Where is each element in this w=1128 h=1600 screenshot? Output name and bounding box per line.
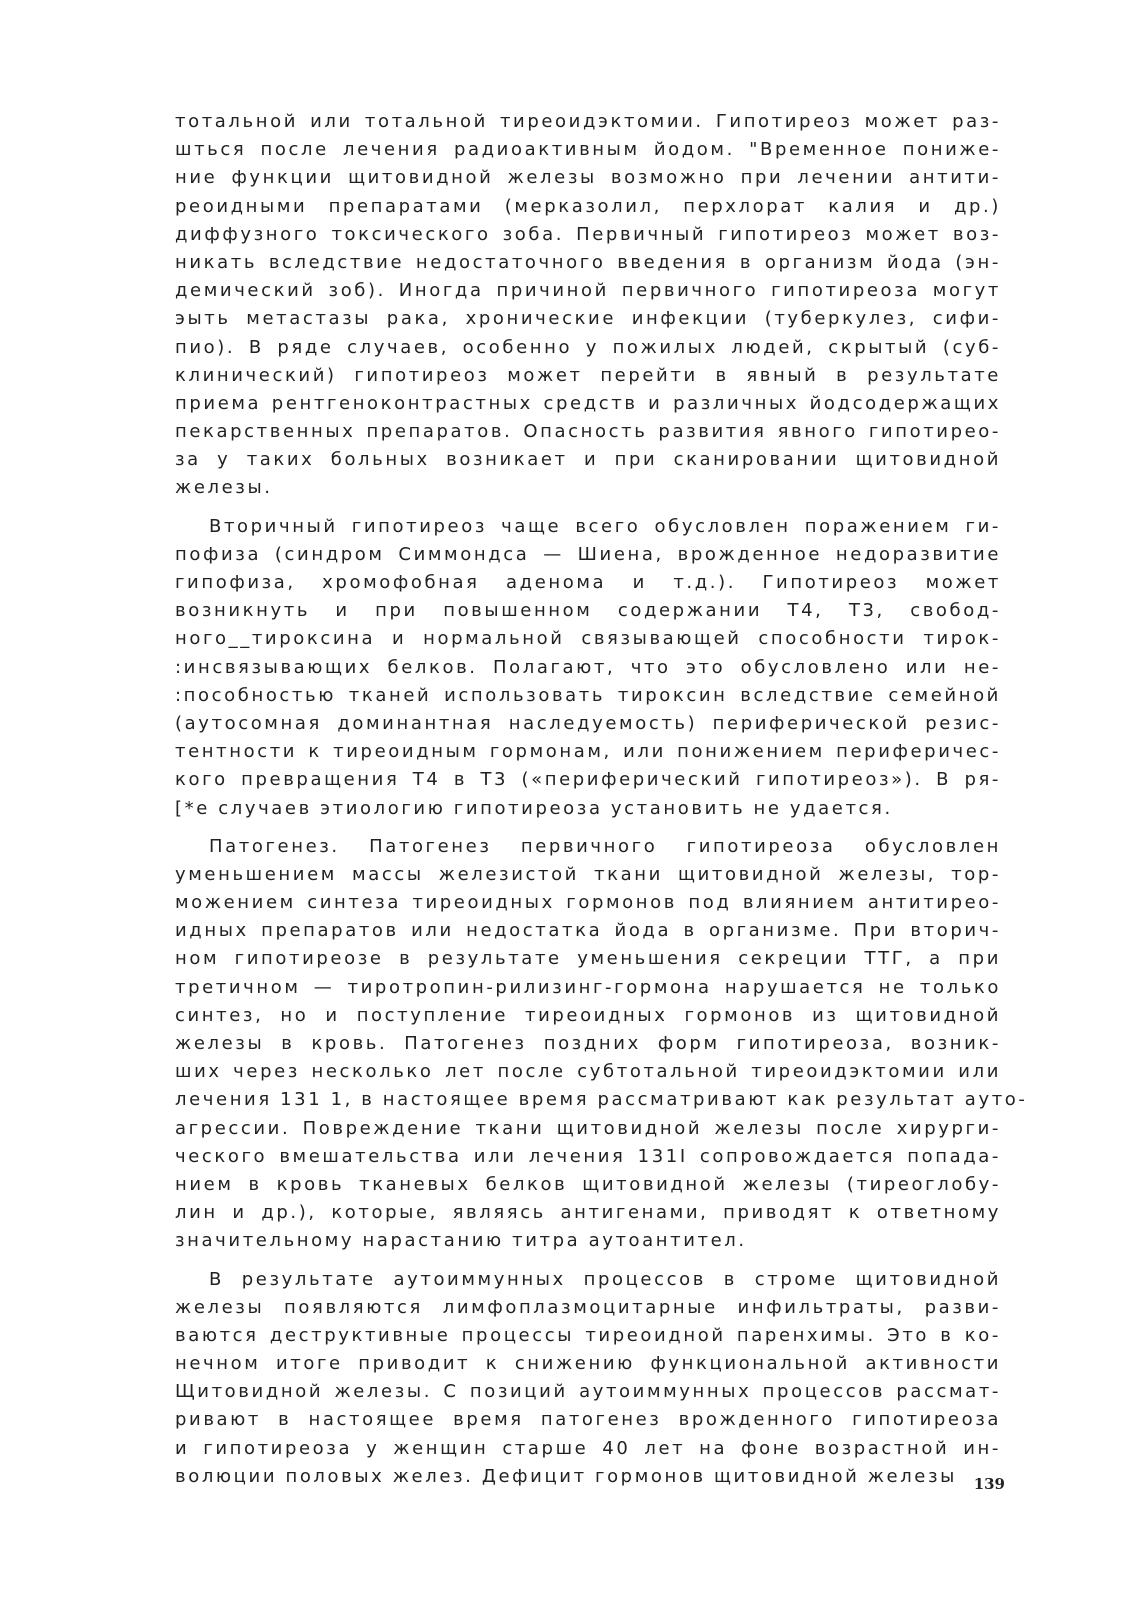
text-line: Щитовидной железы. С позиций аутоиммунных процессов рассмат- xyxy=(175,1381,1001,1403)
text-line: железы в кровь. Патогенез поздних форм гипотиреоза, возник- xyxy=(175,1033,1001,1054)
text-line: волюции половых желез. Дефицит гормонов щитовидной железы xyxy=(175,1465,957,1487)
text-line: синтез, но и поступление тиреоидных гормонов из щитовидной xyxy=(175,1004,1001,1026)
text-line: клинический) гипотиреоз может перейти в явный в результате xyxy=(175,364,1001,386)
text-line: ших через несколько лет после субтотальной тиреоидэктомии или xyxy=(175,1061,1001,1083)
text-line: за у таких больных возникает и при сканировании щитовидной xyxy=(175,449,1001,471)
text-line: пекарственных препаратов. Опасность развития явного гипотирео- xyxy=(175,421,1001,443)
paragraph-gap xyxy=(175,1256,1001,1266)
body-text xyxy=(175,108,1028,1491)
text-line: значительному нарастанию титра аутоантител. xyxy=(175,1230,747,1252)
text-line: никать вследствие недостаточного введения в организм йода (эн- xyxy=(175,251,1001,273)
text-line: пио). В ряде случаев, особенно у пожилых людей, скрытый (суб- xyxy=(175,336,1001,358)
text-line: железы появляются лимфоплазмоцитарные инфильтраты, разви- xyxy=(175,1296,1001,1318)
text-line: и гипотиреоза у женщин старше 40 лет на фоне возрастной ин- xyxy=(175,1437,1001,1459)
paragraph-gap xyxy=(175,823,1001,833)
text-line: нием в кровь тканевых белков щитовидной железы (тиреоглобу- xyxy=(175,1173,1001,1195)
paragraph xyxy=(175,1266,1001,1492)
text-line: демический зоб). Иногда причиной первичного гипотиреоза могут xyxy=(175,280,1001,302)
text-line: :пособностью тканей использовать тироксин вследствие семейной xyxy=(175,684,1001,706)
text-line: диффузного токсического зоба. Первичный гипотиреоз может воз- xyxy=(175,223,1001,245)
text-line: Вторичный гипотиреоз чаще всего обусловлен поражением ги- xyxy=(209,515,1001,537)
text-line: В результате аутоиммунных процессов в строме щитовидной xyxy=(209,1268,1001,1290)
text-line: Патогенез. Патогенез первичного гипотиреоза обусловлен xyxy=(209,835,1001,857)
text-line: кого превращения Т4 в Т3 («периферический гипотиреоз»). В ря- xyxy=(175,769,1001,791)
text-line: лин и др.), которые, являясь антигенами, приводят к ответному xyxy=(175,1202,1001,1224)
text-line: ного__тироксина и нормальной связывающей способности тирок- xyxy=(175,628,1001,650)
text-line: нечном итоге приводит к снижению функциональной активности xyxy=(175,1353,1001,1375)
text-line: можением синтеза тиреоидных гормонов под влиянием антитирео- xyxy=(175,892,1001,914)
text-line: приема рентгеноконтрастных средств и различных йодсодержащих xyxy=(175,392,1001,414)
text-line: ном гипотиреозе в результате уменьшения секреции ТТГ, а при xyxy=(175,948,1001,970)
text-line: шться после лечения радиоактивным йодом. "Временное пониже- xyxy=(175,139,1001,161)
text-line: ческого вмешательства или лечения 131I сопровождается попада- xyxy=(175,1145,1001,1167)
text-line: ние функции щитовидной железы возможно при лечении антити- xyxy=(175,167,1001,189)
text-line: лечения 131 1, в настоящее время рассматривают как результат ауто- xyxy=(175,1089,1028,1111)
text-line: реоидными препаратами (мерказолил, перхлорат калия и др.) xyxy=(175,195,1001,217)
text-line: гипофиза, хромофобная аденома и т.д.). Гипотиреоз может xyxy=(175,572,1001,593)
text-line: уменьшением массы железистой ткани щитовидной железы, тор- xyxy=(175,863,1001,885)
text-line: (аутосомная доминантная наследуемость) периферической резис- xyxy=(175,712,1001,734)
text-line: тотальной или тотальной тиреоидэктомии. Гипотиреоз может раз- xyxy=(175,111,1001,132)
text-line: ваются деструктивные процессы тиреоидной паренхимы. Это в ко- xyxy=(175,1324,1001,1346)
paragraph xyxy=(175,513,1001,823)
text-line: эыть метастазы рака, хронические инфекции (туберкулез, сифи- xyxy=(175,308,1001,330)
text-line: возникнуть и при повышенном содержании Т4, Т3, свобод- xyxy=(175,600,1001,622)
text-line: [*е случаев этиологию гипотиреоза установить не удается. xyxy=(175,797,893,819)
paragraph-gap xyxy=(175,503,1001,513)
text-line: третичном — тиротропин-рилизинг-гормона нарушается не только xyxy=(175,976,1001,998)
page-number: 139 xyxy=(973,1475,1005,1493)
paragraph xyxy=(175,108,1001,503)
text-line: идных препаратов или недостатка йода в организме. При вторич- xyxy=(175,920,1001,942)
text-line: тентности к тиреоидным гормонам, или понижением периферичес- xyxy=(175,741,1001,763)
text-line: :инсвязывающих белков. Полагают, что это обусловлено или не- xyxy=(175,656,1001,678)
text-line: железы. xyxy=(175,477,273,499)
text-line: пофиза (синдром Симмондса — Шиена, врожденное недоразвитие xyxy=(175,543,1001,565)
text-line: агрессии. Повреждение ткани щитовидной железы после хирурги- xyxy=(175,1117,1001,1139)
paragraph xyxy=(175,833,1028,1256)
text-line: ривают в настоящее время патогенез врожденного гипотиреоза xyxy=(175,1409,1001,1431)
